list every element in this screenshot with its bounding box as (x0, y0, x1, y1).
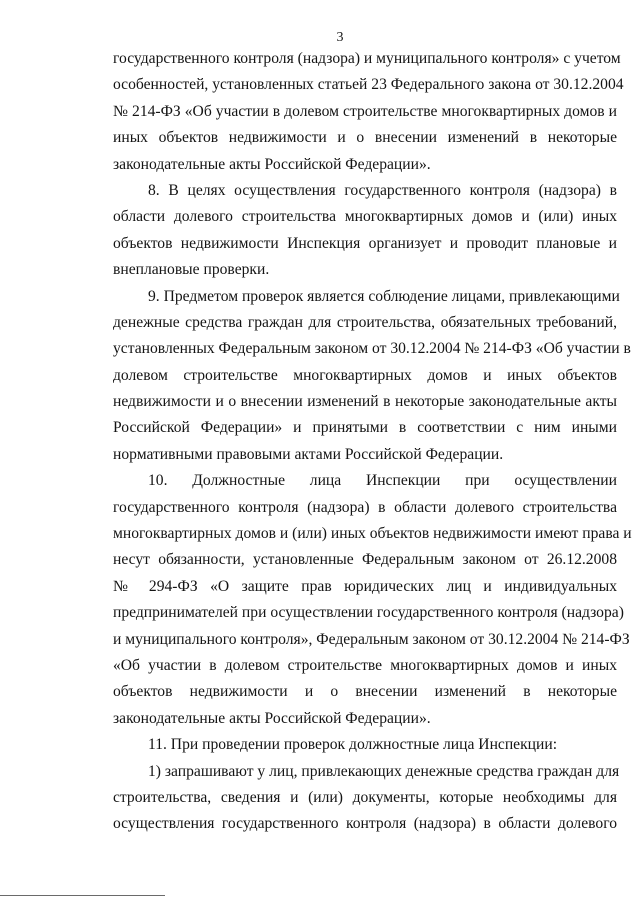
text-line: 8. В целях осуществления государственного контроля (надзора) в (148, 181, 617, 199)
text-line: 11. При проведении проверок должностные лица Инспекции: (148, 736, 558, 754)
text-line: № 214-ФЗ «Об участии в долевом строительстве многоквартирных домов и (113, 102, 617, 120)
text-line: объектов недвижимости и о внесении изменений в некоторые (113, 683, 617, 701)
text-line: долевом строительстве многоквартирных домов и иных объектов (113, 366, 617, 384)
text-line: несут обязанности, установленные Федеральным законом от 26.12.2008 (113, 551, 617, 569)
page-number: 3 (336, 30, 344, 45)
text-line: 9. Предметом проверок является соблюдение лицами, привлекающими (148, 287, 620, 305)
text-line: иных объектов недвижимости и о внесении изменений в некоторые (113, 129, 617, 147)
text-line: внеплановые проверки. (113, 261, 270, 279)
paragraph-9 (113, 284, 631, 469)
text-line: области долевого строительства многоквартирных домов и (или) иных (113, 208, 617, 226)
paragraph-11 (113, 732, 617, 758)
text-line: нормативными правовыми актами Российской Федерации. (113, 445, 504, 463)
text-line: недвижимости и о внесении изменений в некоторые законодательные акты (113, 393, 617, 411)
text-line: многоквартирных домов и (или) иных объектов недвижимости имеют права и (113, 525, 632, 543)
text-line: особенностей, установленных статьей 23 Федерального закона от 30.12.2004 (113, 76, 624, 94)
text-line: законодательные акты Российской Федерации». (113, 709, 431, 727)
paragraph-7-continuation (113, 46, 624, 178)
text-line: 10. Должностные лица Инспекции при осуществлении (148, 472, 617, 490)
document-body (113, 46, 632, 838)
text-line: «Об участии в долевом строительстве многоквартирных домов и иных (113, 656, 617, 674)
paragraph-10 (113, 468, 632, 732)
text-line: установленных Федеральным законом от 30.12.2004 № 214-ФЗ «Об участии в (113, 340, 631, 358)
text-line: № 294-ФЗ «О защите прав юридических лиц и индивидуальных (113, 577, 617, 595)
paragraph-11-item-1 (113, 759, 620, 838)
text-line: осуществления государственного контроля (надзора) в области долевого (113, 815, 617, 833)
text-line: Российской Федерации» и принятыми в соответствии с ним иными (113, 419, 617, 437)
text-line: законодательные акты Российской Федерации». (113, 155, 431, 173)
text-line: денежные средства граждан для строительства, обязательных требований, (113, 313, 617, 331)
text-line: и муниципального контроля», Федеральным законом от 30.12.2004 № 214-ФЗ (113, 630, 630, 648)
text-line: предпринимателей при осуществлении государственного контроля (надзора) (113, 604, 624, 622)
paragraph-8 (113, 178, 617, 284)
text-line: объектов недвижимости Инспекция организует и проводит плановые и (113, 234, 617, 252)
text-line: государственного контроля (надзора) и муниципального контроля» с учетом (113, 50, 621, 67)
text-line: 1) запрашивают у лиц, привлекающих денежные средства граждан для (148, 762, 620, 780)
text-line: государственного контроля (надзора) в области долевого строительства (113, 498, 617, 516)
text-line: строительства, сведения и (или) документы, которые необходимы для (113, 788, 617, 806)
footer-divider (0, 895, 165, 896)
